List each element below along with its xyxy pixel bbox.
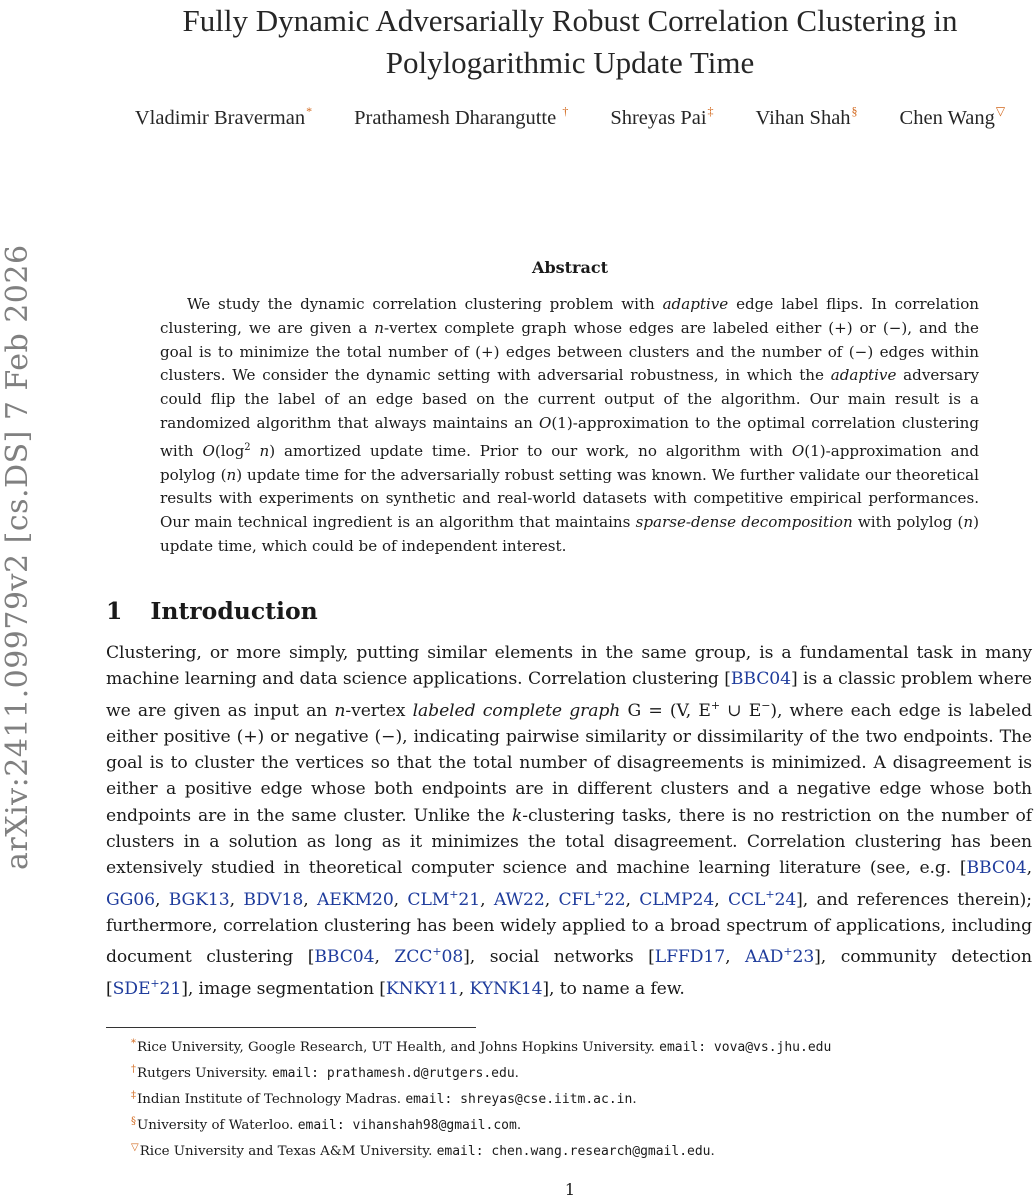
footnote-mark[interactable]: ▽ <box>995 104 1006 118</box>
footnote-separator <box>106 1027 476 1028</box>
author-email[interactable]: email: vihanshah98@gmail.com <box>297 1118 517 1133</box>
citation-link[interactable]: AW22 <box>493 889 545 910</box>
citation-link[interactable]: AAD+23 <box>745 945 815 968</box>
citation-link[interactable]: BBC04 <box>314 947 375 968</box>
citation-link[interactable]: GG06 <box>106 889 155 910</box>
citation-link[interactable]: KNKY11 <box>385 978 459 999</box>
author-list <box>110 104 1030 130</box>
title-line-1: Fully Dynamic Adversarially Robust Correlation Clustering in <box>182 3 958 38</box>
citation-link[interactable]: CFL+22 <box>558 887 626 910</box>
footnote-item: *Rice University, Google Research, UT Health, and Johns Hopkins University. email: vova@vs.jhu.edu <box>131 1038 832 1055</box>
author-email[interactable]: email: shreyas@cse.iitm.ac.in <box>405 1092 633 1107</box>
author-pai: Shreyas Pai‡ <box>610 104 714 129</box>
citation-link[interactable]: CLM+21 <box>407 887 481 910</box>
citation-link[interactable]: ZCC+08 <box>394 945 464 968</box>
title-line-2: Polylogarithmic Update Time <box>385 45 755 80</box>
footnote-mark[interactable]: ‡ <box>707 104 714 118</box>
arxiv-identifier: arXiv:2411.09979v2 [cs.DS] 7 Feb 2026 <box>0 244 35 871</box>
citation-link[interactable]: SDE+21 <box>112 976 182 999</box>
page-number: 1 <box>564 1180 576 1199</box>
footnote-mark[interactable]: * <box>306 104 313 118</box>
author-email[interactable]: email: chen.wang.research@gmail.edu <box>436 1144 711 1159</box>
footnotes <box>106 1033 1032 1163</box>
citation-link[interactable]: BBC04 <box>730 669 791 690</box>
author-braverman: Vladimir Braverman* <box>134 104 313 129</box>
citation-link[interactable]: KYNK14 <box>469 978 543 999</box>
citation-link[interactable]: BBC04 <box>966 858 1027 879</box>
citation-link[interactable]: LFFD17 <box>654 947 726 968</box>
author-wang: Chen Wang▽ <box>899 104 1006 129</box>
author-dharangutte: Prathamesh Dharangutte † <box>354 104 569 129</box>
abstract-text: We study the dynamic correlation clustering problem with adaptive edge label flips. In correlation clustering, we are given a n-vertex complete graph whose edges are labeled either (+) or (−), and the goal is to minimize the total number of (+) edges between clusters and the number of (−) edges within clusters. We consider the dynamic setting with adversarial robustness, in which the adaptive adversary could flip the label of an edge based on the current output of the algorithm. Our main result is a randomized algorithm that always maintains an O(1)-approximation to the optimal correlation clustering with $O(\log^2$ n) amortized update time. Prior to our work, no algorithm with O(1)-approximation and polylog (n) update time for the adversarially robust setting was known. We further validate our theoretical results with experiments on synthetic and real-world datasets with competitive empirical performances. Our main technical ingredient is an algorithm that maintains sparse-dense decomposition with polylog (n) update time, which could be of independent interest. <box>160 295 980 555</box>
citation-link[interactable]: BDV18 <box>243 889 304 910</box>
paper-title <box>110 0 1030 84</box>
abstract-heading: Abstract <box>532 258 608 277</box>
author-shah: Vihan Shah§ <box>755 104 858 129</box>
author-email[interactable]: email: prathamesh.d@rutgers.edu <box>272 1066 515 1081</box>
citation-link[interactable]: CCL+24 <box>727 887 797 910</box>
footnote-mark[interactable]: † <box>562 104 569 118</box>
introduction-paragraph: Clustering, or more simply, putting similar elements in the same group, is a fundamental task in many machine learning and data science applications. Correlation clustering [BBC04] is a classic problem where we are given as input an n-vertex labeled complete graph G = (V, E+ ∪ E−), where each edge is labeled either positive (+) or negative (−), indicating pairwise similarity or dissimilarity of the two endpoints. The goal is to cluster the vertices so that the total number of disagreements is minimized. A disagreement is either a positive edge whose both endpoints are in different clusters and a negative edge whose both endpoints are in the same cluster. Unlike the k-clustering tasks, there is no restriction on the number of clusters in a solution as long as it minimizes the total disagreement. Correlation clustering has been extensively studied in theoretical computer science and machine learning literature (see, e.g. [BBC04, GG06, BGK13, BDV18, AEKM20, CLM+21, AW22, CFL+22, CLMP24, CCL+24], and references therein); furthermore, correlation clustering has been widely applied to a broad spectrum of applications, including document clustering [BBC04, ZCC+08], social networks [LFFD17, AAD+23], community detection [SDE+21], image segmentation [KNKY11, KYNK14], to name a few. <box>106 643 1033 999</box>
footnote-item: ‡Indian Institute of Technology Madras. email: shreyas@cse.iitm.ac.in. <box>131 1090 637 1107</box>
citation-link[interactable]: CLMP24 <box>639 889 715 910</box>
citation-link[interactable]: AEKM20 <box>316 889 394 910</box>
footnote-item: †Rutgers University. email: prathamesh.d@rutgers.edu. <box>131 1064 519 1081</box>
footnote-item: ▽Rice University and Texas A&M University. email: chen.wang.research@gmail.edu. <box>131 1142 715 1159</box>
citation-link[interactable]: BGK13 <box>168 889 230 910</box>
footnote-item: §University of Waterloo. email: vihanshah98@gmail.com. <box>131 1116 522 1133</box>
footnote-mark[interactable]: § <box>851 104 858 118</box>
section-heading-introduction: 1 Introduction <box>106 597 318 625</box>
author-email[interactable]: email: vova@vs.jhu.edu <box>659 1040 832 1055</box>
